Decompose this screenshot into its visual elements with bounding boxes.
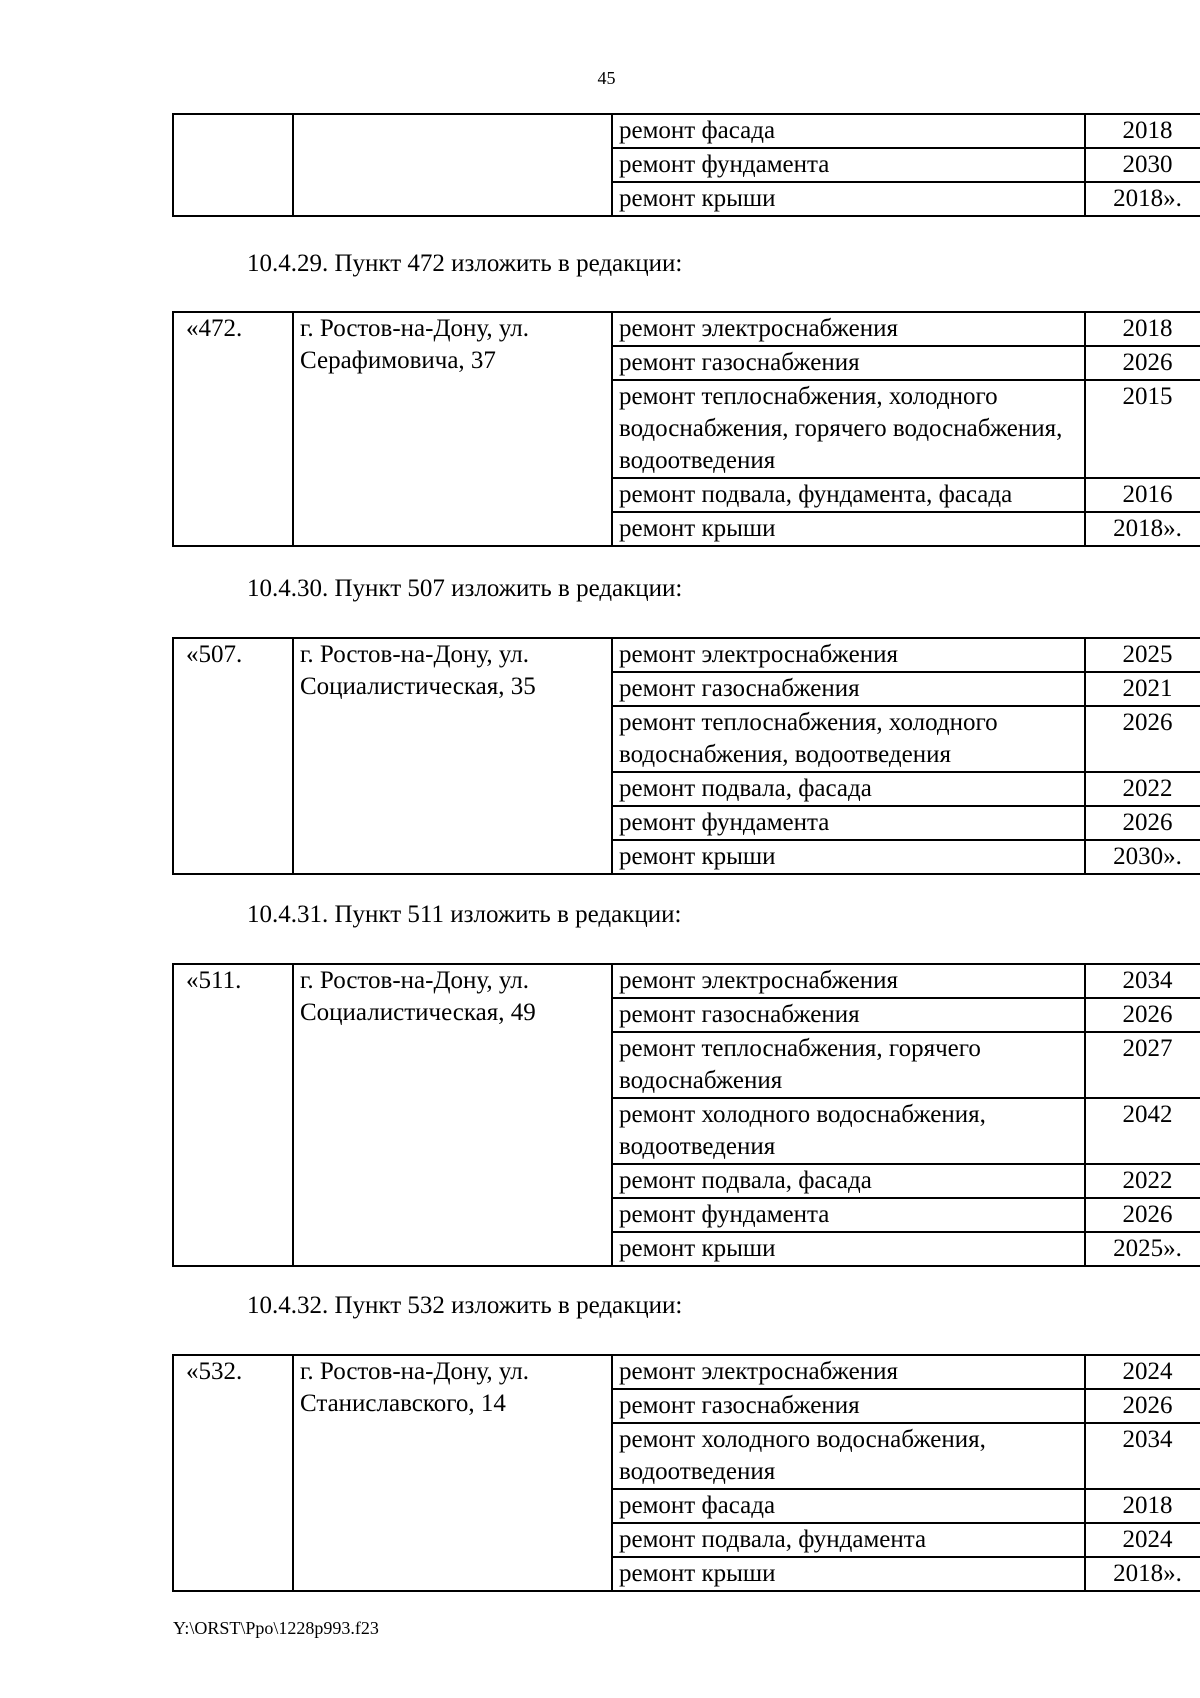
year-cell: 2018».	[1085, 182, 1200, 216]
work-cell: ремонт электроснабжения	[612, 1355, 1085, 1389]
table-row	[173, 312, 1200, 346]
address-cell: г. Ростов-на-Дону, ул. Серафимовича, 37	[293, 312, 612, 546]
work-cell: ремонт фундамента	[612, 148, 1085, 182]
year-cell: 2026	[1085, 806, 1200, 840]
amendment-paragraph: 10.4.31. Пункт 511 изложить в редакции:	[247, 901, 682, 928]
work-cell: ремонт крыши	[612, 182, 1085, 216]
year-cell: 2022	[1085, 772, 1200, 806]
work-cell: ремонт электроснабжения	[612, 312, 1085, 346]
amendment-paragraph: 10.4.29. Пункт 472 изложить в редакции:	[247, 250, 683, 277]
work-cell: ремонт подвала, фундамента	[612, 1523, 1085, 1557]
table-row	[173, 114, 1200, 148]
work-cell: ремонт холодного водоснабжения, водоотведения	[612, 1098, 1085, 1164]
work-cell: ремонт подвала, фасада	[612, 1164, 1085, 1198]
page-number: 45	[597, 68, 616, 88]
work-cell: ремонт крыши	[612, 840, 1085, 874]
year-cell: 2030».	[1085, 840, 1200, 874]
address-cell: г. Ростов-на-Дону, ул. Станиславского, 14	[293, 1355, 612, 1591]
item-number-cell: «511.	[173, 964, 293, 1266]
work-cell: ремонт газоснабжения	[612, 346, 1085, 380]
work-cell: ремонт подвала, фундамента, фасада	[612, 478, 1085, 512]
work-cell: ремонт теплоснабжения, горячего водоснабжения	[612, 1032, 1085, 1098]
works-table-continuation	[172, 113, 1200, 217]
works-table-472	[172, 311, 1200, 547]
year-cell: 2018	[1085, 312, 1200, 346]
item-number-cell: «472.	[173, 312, 293, 546]
works-table-507	[172, 637, 1200, 875]
table-row	[173, 964, 1200, 998]
year-cell: 2030	[1085, 148, 1200, 182]
year-cell: 2018».	[1085, 1557, 1200, 1591]
work-cell: ремонт газоснабжения	[612, 672, 1085, 706]
work-cell: ремонт газоснабжения	[612, 1389, 1085, 1423]
year-cell: 2034	[1085, 964, 1200, 998]
year-cell: 2026	[1085, 1389, 1200, 1423]
work-cell: ремонт крыши	[612, 1232, 1085, 1266]
amendment-paragraph: 10.4.32. Пункт 532 изложить в редакции:	[247, 1292, 683, 1319]
year-cell: 2026	[1085, 706, 1200, 772]
year-cell: 2025».	[1085, 1232, 1200, 1266]
table-row	[173, 1355, 1200, 1389]
item-number-cell: «507.	[173, 638, 293, 874]
year-cell: 2016	[1085, 478, 1200, 512]
work-cell: ремонт электроснабжения	[612, 638, 1085, 672]
work-cell: ремонт фундамента	[612, 806, 1085, 840]
address-cell: г. Ростов-на-Дону, ул. Социалистическая, 49	[293, 964, 612, 1266]
year-cell: 2026	[1085, 1198, 1200, 1232]
work-cell: ремонт газоснабжения	[612, 998, 1085, 1032]
work-cell: ремонт фасада	[612, 114, 1085, 148]
year-cell: 2018».	[1085, 512, 1200, 546]
work-cell: ремонт фундамента	[612, 1198, 1085, 1232]
year-cell: 2024	[1085, 1355, 1200, 1389]
item-number-cell: «532.	[173, 1355, 293, 1591]
work-cell: ремонт подвала, фасада	[612, 772, 1085, 806]
year-cell: 2027	[1085, 1032, 1200, 1098]
year-cell: 2015	[1085, 380, 1200, 478]
work-cell: ремонт теплоснабжения, холодного водоснабжения, горячего водоснабжения, водоотведения	[612, 380, 1085, 478]
year-cell: 2022	[1085, 1164, 1200, 1198]
address-cell	[293, 114, 612, 216]
work-cell: ремонт фасада	[612, 1489, 1085, 1523]
work-cell: ремонт электроснабжения	[612, 964, 1085, 998]
year-cell: 2021	[1085, 672, 1200, 706]
year-cell: 2018	[1085, 114, 1200, 148]
address-cell: г. Ростов-на-Дону, ул. Социалистическая, 35	[293, 638, 612, 874]
work-cell: ремонт крыши	[612, 1557, 1085, 1591]
work-cell: ремонт холодного водоснабжения, водоотведения	[612, 1423, 1085, 1489]
file-path-footer: Y:\ORST\Ppo\1228p993.f23	[173, 1618, 379, 1638]
works-table-532	[172, 1354, 1200, 1592]
year-cell: 2018	[1085, 1489, 1200, 1523]
year-cell: 2024	[1085, 1523, 1200, 1557]
year-cell: 2034	[1085, 1423, 1200, 1489]
year-cell: 2025	[1085, 638, 1200, 672]
year-cell: 2042	[1085, 1098, 1200, 1164]
item-number-cell	[173, 114, 293, 216]
year-cell: 2026	[1085, 346, 1200, 380]
work-cell: ремонт теплоснабжения, холодного водоснабжения, водоотведения	[612, 706, 1085, 772]
works-table-511	[172, 963, 1200, 1267]
work-cell: ремонт крыши	[612, 512, 1085, 546]
year-cell: 2026	[1085, 998, 1200, 1032]
amendment-paragraph: 10.4.30. Пункт 507 изложить в редакции:	[247, 575, 683, 602]
table-row	[173, 638, 1200, 672]
